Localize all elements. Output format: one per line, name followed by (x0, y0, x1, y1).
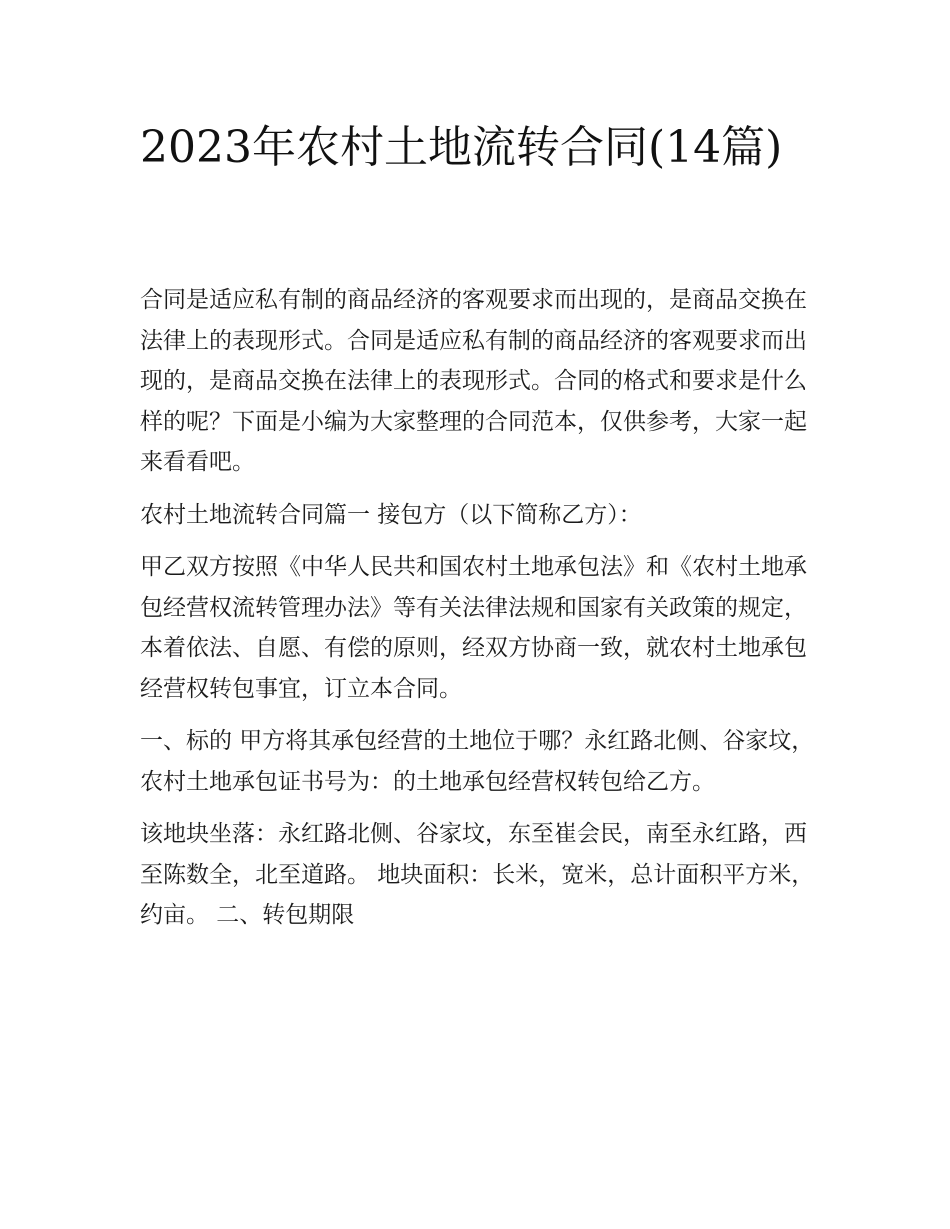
paragraph-legal-basis: 甲乙双方按照《中华人民共和国农村土地承包法》和《农村土地承包经营权流转管理办法》等有关法律法规和国家有关政策的规定，本着依法、自愿、有偿的原则，经双方协商一致，就农村土地承包经营权转包事宜，订立本合同。 (140, 554, 807, 702)
paragraph-section-heading: 农村土地流转合同篇一 接包方（以下简称乙方）： (140, 501, 642, 528)
paragraph-subject-matter: 一、标的 甲方将其承包经营的土地位于哪？永红路北侧、谷家坟，农村土地承包证书号为：的土地承包经营权转包给乙方。 (140, 728, 815, 795)
paragraph-intro: 合同是适应私有制的商品经济的客观要求而出现的，是商品交换在法律上的表现形式。合同是适应私有制的商品经济的客观要求而出现的，是商品交换在法律上的表现形式。合同的格式和要求是什么样的呢？下面是小编为大家整理的合同范本，仅供参考，大家一起来看看吧。 (140, 287, 807, 475)
document-title: 2023年农村土地流转合同(14篇) (140, 122, 783, 173)
document-body (140, 280, 820, 936)
paragraph-land-location: 该地块坐落：永红路北侧、谷家坟，东至崔会民，南至永红路，西至陈数全，北至道路。 地块面积：长米，宽米，总计面积平方米，约亩。 二、转包期限 (140, 821, 815, 928)
